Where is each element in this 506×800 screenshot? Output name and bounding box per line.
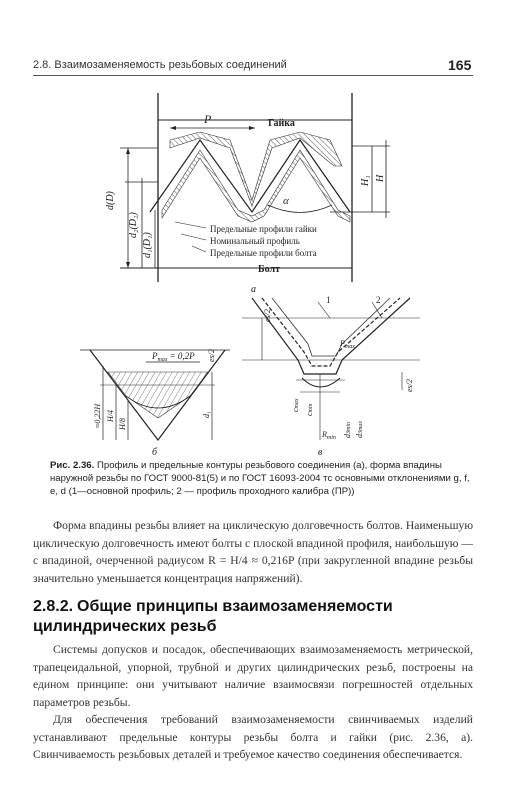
caption-text: Профиль и предельные контуры резьбового соединения (а), форма впадины наружной резьбы по ГОСТ 9000-81(5) и по ГОСТ 16093-2004 тс основными отклонениями g, f, e, d (1—основной профиль; 2 — профиль проходного калибра (ПР)) bbox=[50, 460, 470, 497]
mark-2: 2 bbox=[376, 295, 381, 305]
inner-profile-c bbox=[272, 298, 390, 356]
root-hatch-b bbox=[108, 372, 208, 418]
paragraph-2: Системы допусков и посадок, обеспечивающих взаимозаменяемость метрической, трапецеидальной, упорной, трубной и других цилиндрических резьб, построены на едином принципе: они учитывают наличие взаимосвязи погрешностей отдельных параметров резьбы. bbox=[33, 643, 473, 709]
label-es2-right: es/2 bbox=[405, 379, 414, 392]
label-rmin: $R_{min}$ bbox=[322, 430, 336, 441]
label-d2-D2: d₂(D₂) bbox=[128, 212, 139, 238]
label-pmax-b: $P_{max} = 0,2P$ bbox=[152, 351, 195, 363]
paragraph-1: Форма впадины резьбы влияет на циклическую долговечность болтов. Наименьшую циклическую долговечность имеют болты с плоской впадиной профиля, наибольшую — с впадиной, очерченной радиусом R = H/4 ≈ 0,216P (при закругленной впадине резьбы значительно уменьшается концентрация напряжений). bbox=[33, 519, 473, 585]
legend-nominal: Номинальный профиль bbox=[210, 236, 300, 246]
label-d1-b: d₁ bbox=[202, 411, 211, 418]
section-number: 2.8.2. bbox=[33, 598, 74, 615]
figure-caption bbox=[50, 459, 470, 498]
part-a-letter: а bbox=[251, 284, 256, 295]
part-c-letter: в bbox=[318, 447, 323, 458]
paragraph-3: Для обеспечения требований взаимозаменяемости свинчиваемых изделий устанавливают предельные контуры резьбы болта и гайки (рис. 2.36, а). Свинчиваемость резьбовых деталей и требуемое качество соединения обеспечивается. bbox=[33, 713, 473, 762]
label-bolt: Болт bbox=[258, 264, 281, 275]
figure-part-a bbox=[105, 93, 390, 295]
part-b-letter: б bbox=[152, 447, 158, 458]
label-d3max: d3max bbox=[355, 421, 364, 438]
label-h: H bbox=[375, 174, 386, 182]
section-heading bbox=[33, 597, 473, 637]
label-cmin: cmin bbox=[305, 403, 314, 416]
section-title: Общие принципы взаимозаменяемости цилиндрических резьб bbox=[33, 598, 393, 635]
mark-1: 1 bbox=[326, 295, 331, 305]
label-nut: Гайка bbox=[268, 118, 295, 129]
label-d-D: d(D) bbox=[105, 191, 116, 210]
label-h8: H/8 bbox=[118, 418, 127, 430]
caption-label: Рис. 2.36. bbox=[50, 460, 95, 471]
figure-part-b bbox=[80, 349, 230, 458]
label-d3min: d3min bbox=[343, 422, 352, 438]
legend-nut-limits: Предельные профили гайки bbox=[210, 224, 317, 234]
label-h4: H/4 bbox=[106, 410, 115, 422]
running-header-section: 2.8. Взаимозаменяемость резьбовых соединений bbox=[33, 59, 287, 71]
label-cmax: cmax bbox=[291, 398, 300, 412]
label-h1: H₁ bbox=[360, 175, 371, 186]
label-alpha: α bbox=[283, 195, 289, 207]
label-p: P bbox=[204, 112, 212, 126]
bolt-limit-band bbox=[170, 132, 342, 206]
page-number: 165 bbox=[448, 57, 472, 73]
figure-part-c bbox=[242, 295, 420, 458]
label-pmax-c: $P_{max}$ bbox=[340, 339, 355, 350]
label-es2-b: es/2 bbox=[207, 349, 216, 362]
label-es2-top: es/2 bbox=[263, 309, 272, 322]
label-022h: ≈0,22H bbox=[93, 403, 102, 428]
label-d1-D1: d₁(D₁) bbox=[142, 232, 153, 258]
legend-bolt-limits: Предельные профили болта bbox=[210, 248, 317, 258]
